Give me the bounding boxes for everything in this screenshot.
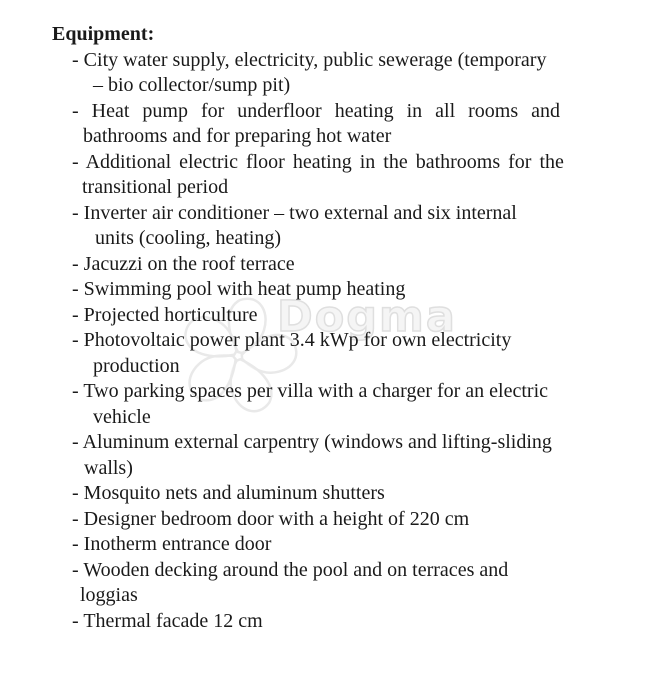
item-text: Photovoltaic power plant 3.4 kWp for own electricity xyxy=(83,329,512,351)
bullet-dash: - xyxy=(72,507,79,530)
item-text: Projected horticulture xyxy=(83,303,258,326)
item-first-line xyxy=(72,430,598,456)
item-first-line xyxy=(72,507,598,533)
item-first-line xyxy=(72,150,598,176)
equipment-item xyxy=(72,328,598,379)
bullet-dash: - xyxy=(72,609,79,632)
equipment-item xyxy=(72,252,598,278)
item-first-line xyxy=(72,328,598,354)
item-text: Jacuzzi on the roof terrace xyxy=(83,252,295,275)
equipment-item xyxy=(72,303,598,329)
bullet-dash: - xyxy=(72,533,79,555)
item-text: Inotherm entrance door xyxy=(83,533,272,555)
equipment-item xyxy=(72,277,598,303)
item-first-line xyxy=(72,277,598,303)
equipment-item xyxy=(72,558,598,609)
equipment-item xyxy=(72,609,598,635)
item-text: Thermal facade 12 cm xyxy=(83,609,263,632)
item-first-line xyxy=(72,558,598,584)
item-continuation-line: production xyxy=(93,354,180,377)
equipment-item xyxy=(72,150,598,201)
item-text: City water supply, electricity, public sewerage (temporary xyxy=(83,48,547,71)
item-first-line xyxy=(72,609,598,635)
equipment-item xyxy=(72,532,598,558)
section-heading: Equipment: xyxy=(52,23,155,45)
item-first-line xyxy=(72,201,598,227)
item-first-line xyxy=(72,532,598,558)
item-first-line xyxy=(72,48,598,74)
bullet-dash: - xyxy=(72,278,79,300)
item-first-line xyxy=(72,252,598,278)
item-first-line xyxy=(72,303,598,329)
bullet-dash: - xyxy=(72,99,79,122)
item-continuation-line: walls) xyxy=(84,456,133,479)
item-text: Inverter air conditioner – two external and six internal xyxy=(83,201,517,224)
equipment-section xyxy=(52,22,608,634)
bullet-dash: - xyxy=(72,252,79,275)
item-text: Designer bedroom door with a height of 220 cm xyxy=(83,507,470,530)
equipment-item xyxy=(72,99,598,150)
equipment-item xyxy=(72,507,598,533)
bullet-dash: - xyxy=(72,329,79,351)
equipment-list xyxy=(72,48,598,635)
item-continuation-line: – bio collector/sump pit) xyxy=(93,74,291,96)
item-continuation-line: bathrooms and for preparing hot water xyxy=(83,125,392,147)
watermark-text: Dogma xyxy=(277,292,457,342)
bullet-dash: - xyxy=(72,380,79,402)
item-text: Two parking spaces per villa with a charger for an electric xyxy=(83,380,549,402)
bullet-dash: - xyxy=(72,303,79,326)
bullet-dash: - xyxy=(72,150,79,173)
bullet-dash: - xyxy=(72,558,79,581)
item-text: Wooden decking around the pool and on terraces and xyxy=(83,558,509,581)
item-first-line xyxy=(72,99,598,125)
item-first-line xyxy=(72,481,598,507)
item-first-line xyxy=(72,379,598,405)
bullet-dash: - xyxy=(72,482,79,504)
item-text: Aluminum external carpentry (windows and lifting-sliding xyxy=(82,431,552,453)
equipment-item xyxy=(72,379,598,430)
item-continuation-line: units (cooling, heating) xyxy=(95,227,282,249)
item-text: Heat pump for underfloor heating in all rooms and xyxy=(91,99,561,122)
item-text: Mosquito nets and aluminum shutters xyxy=(83,482,385,504)
item-continuation-line: loggias xyxy=(80,584,138,606)
bullet-dash: - xyxy=(72,201,79,224)
item-text: Additional electric floor heating in the bathrooms for the xyxy=(85,150,564,173)
item-text: Swimming pool with heat pump heating xyxy=(83,278,406,300)
equipment-item xyxy=(72,48,598,99)
bullet-dash: - xyxy=(72,48,79,71)
bullet-dash: - xyxy=(72,431,79,453)
item-continuation-line: vehicle xyxy=(93,405,151,428)
equipment-item xyxy=(72,430,598,481)
item-continuation-line: transitional period xyxy=(82,176,229,198)
equipment-item xyxy=(72,201,598,252)
equipment-item xyxy=(72,481,598,507)
